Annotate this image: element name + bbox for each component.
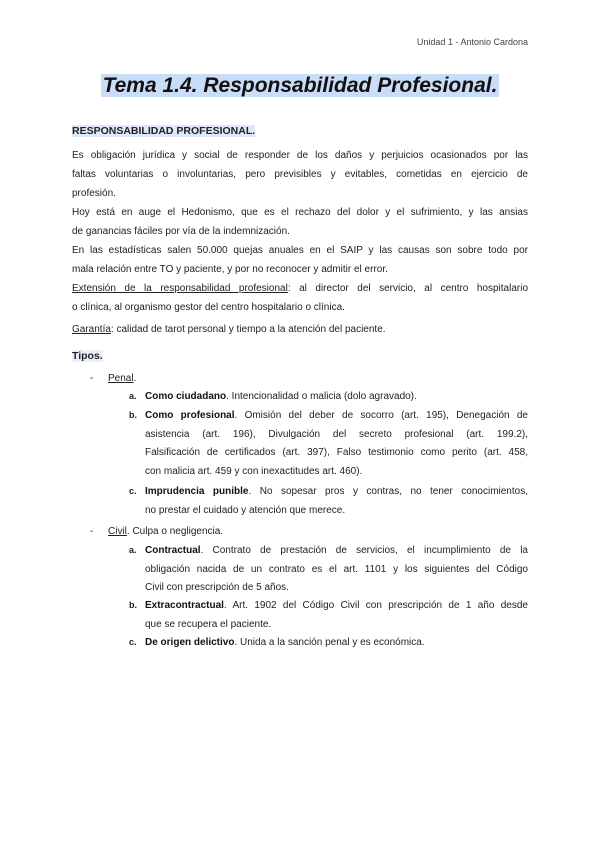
list-item-text: . No sopesar pros y contras, no tener conocimientos, xyxy=(248,486,528,497)
list-item-line xyxy=(145,636,528,650)
penal-term: Penal xyxy=(108,373,134,384)
list-item-term: Imprudencia punible xyxy=(145,486,249,497)
intro-line: de ganancias fáciles por vía de la indemnización. xyxy=(72,226,290,237)
list-item-text: . Intencionalidad o malicia (dolo agravado). xyxy=(226,391,417,402)
list-item-term: Como profesional xyxy=(145,410,235,421)
list-letter: b. xyxy=(129,600,137,610)
list-item-term: Extracontractual xyxy=(145,600,224,611)
list-item-text: con malicia art. 459 y con inexactitudes art. 460). xyxy=(145,466,363,478)
list-item-term: De origen delictivo xyxy=(145,637,235,648)
penal-suffix: . xyxy=(133,373,137,384)
civil-term: Civil xyxy=(108,526,127,537)
tipos-heading: Tipos. xyxy=(72,350,103,362)
extension-line-2: o clínica, al organismo gestor del centro hospitalario o clínica. xyxy=(72,302,345,313)
list-item-text: Falsificación de certificados (art. 397), Falso testimonio como perito (art. 458, xyxy=(145,447,528,459)
bullet-dash: - xyxy=(90,526,94,537)
list-item-line xyxy=(145,409,528,423)
list-item-text: . Art. 1902 del Código Civil con prescripción de 1 año desde xyxy=(223,600,528,611)
civil-label xyxy=(108,526,223,537)
list-item-line xyxy=(145,581,528,595)
section-heading: RESPONSABILIDAD PROFESIONAL. xyxy=(72,125,256,137)
list-item-term: Contractual xyxy=(145,545,201,556)
list-letter: c. xyxy=(129,637,137,647)
extension-line xyxy=(72,282,528,296)
list-item-line xyxy=(145,485,528,499)
list-letter: a. xyxy=(129,391,137,401)
list-item-text: . Unida a la sanción penal y es económica. xyxy=(234,637,425,648)
garantia-text: : calidad de tarot personal y tiempo a la atención del paciente. xyxy=(110,324,386,335)
bullet-dash: - xyxy=(90,373,94,384)
intro-line: profesión. xyxy=(72,188,116,199)
list-item-line xyxy=(145,390,528,404)
list-letter: a. xyxy=(129,545,137,555)
list-item-line xyxy=(145,446,528,460)
list-item-line xyxy=(145,428,528,442)
penal-label xyxy=(108,373,136,384)
list-letter: b. xyxy=(129,410,137,420)
list-item-text: . Omisión del deber de socorro (art. 195), Denegación de xyxy=(234,410,528,421)
garantia-line xyxy=(72,323,528,337)
list-item-text: obligación nacida de un contrato es el art. 1101 y los siguientes del Código xyxy=(145,563,528,575)
intro-line: En las estadísticas salen 50.000 quejas anuales en el SAIP y las causas son sobre todo por xyxy=(72,245,528,256)
list-item-line xyxy=(145,465,528,479)
intro-line: Hoy está en auge el Hedonismo, que es el rechazo del dolor y el sufrimiento, y las ansias xyxy=(72,207,528,218)
garantia-term: Garantía xyxy=(72,324,111,335)
list-item-text: no prestar el cuidado y atención que merece. xyxy=(145,504,346,516)
intro-line: Es obligación jurídica y social de responder de los daños y perjuicios ocasionados por las xyxy=(72,150,528,161)
intro-line: mala relación entre TO y paciente, y por no reconocer y admitir el error. xyxy=(72,264,388,275)
extension-term: Extensión de la responsabilidad profesional xyxy=(72,283,288,294)
list-item-text: Civil con prescripción de 5 años. xyxy=(145,582,289,594)
list-item-line xyxy=(145,544,528,558)
civil-suffix: . Culpa o negligencia. xyxy=(126,526,224,537)
list-item-text: que se recupera el paciente. xyxy=(145,618,272,630)
list-item-line xyxy=(145,599,528,613)
intro-line: faltas voluntarias o involuntarias, pero previsibles y evitables, cometidas en ejercicio de xyxy=(72,169,528,180)
list-item-text: . Contrato de prestación de servicios, el incumplimiento de la xyxy=(200,545,528,556)
list-item-text: asistencia (art. 196), Divulgación del secreto profesional (art. 199.2), xyxy=(145,428,528,440)
document-title: Tema 1.4. Responsabilidad Profesional. xyxy=(102,74,498,97)
list-item-line xyxy=(145,563,528,577)
list-item-term: Como ciudadano xyxy=(145,391,227,402)
list-item-line xyxy=(145,618,528,632)
document-title-wrap xyxy=(0,74,600,98)
extension-text: : al director del servicio, al centro hospitalario xyxy=(287,283,529,294)
list-letter: c. xyxy=(129,486,137,496)
page-header: Unidad 1 - Antonio Cardona xyxy=(416,37,528,47)
list-item-line xyxy=(145,504,528,518)
